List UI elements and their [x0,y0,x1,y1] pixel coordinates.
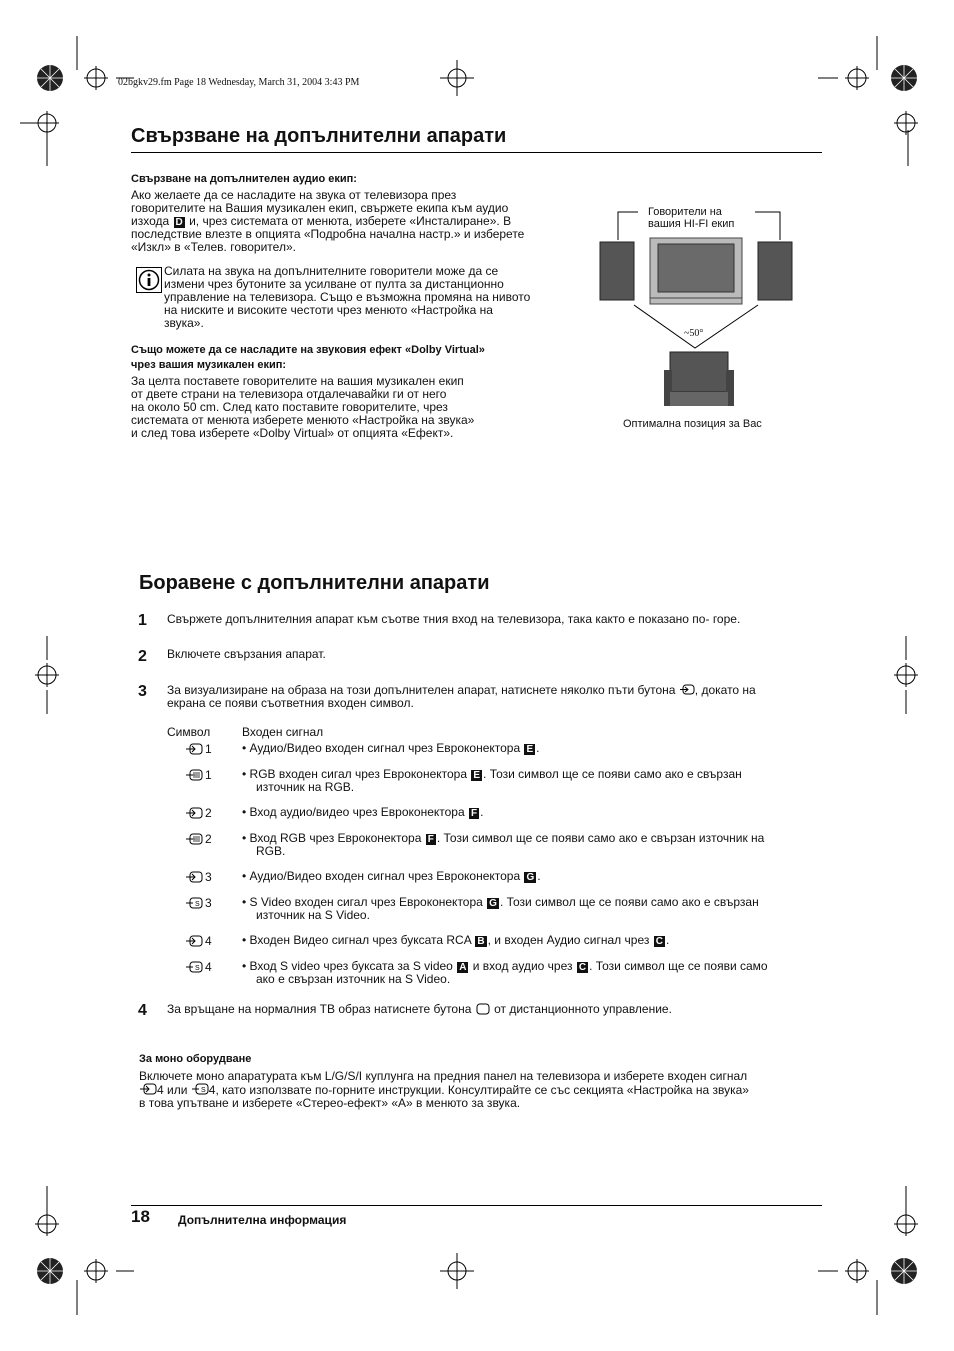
figure-caption: Оптимална позиция за Вас [623,418,762,430]
mono-paragraph: Включете моно апаратурата към L/G/S/I куплунга на предния панел на телевизора и изберете входен сигнал 4 или S 4, като използвате по-горните инструкции. Консултирайте се със секцията «Настройка на звука» в това упътване и изберете «Стерео-ефект» «А» в менюто за звука. [139,1069,749,1110]
svg-text:S: S [195,965,200,972]
symbol-row-4: 2 [185,832,212,846]
step-3-text: За визуализиране на образа на този допълнителен апарат, натиснете няколко пъти бутона , докато на екрана се появи съответния входен символ. [167,683,756,710]
connector-label: F [471,808,478,819]
connector-d-label: D [175,217,183,228]
connector-label: G [526,872,535,883]
signal-row-5: • Аудио/Видео входен сигнал чрез Евроконектора G . [242,869,541,883]
connector-label: C [578,962,587,973]
dolby-paragraph: За целта поставете говорителите на вашия музикален екип от двете страни на телевизора отдалечавайки ги от него на около 50 cm. След като поставите говорителите, чрез системата от менюта изберете менюто «Настройка на звука» и след това изберете «Dolby Virtual» от опцията «Ефект». [131,374,475,440]
right-speaker [758,242,792,300]
speaker-setup-figure [590,200,810,415]
svg-text:S: S [195,901,200,908]
step-1-text: Свържете допълнителния апарат към съотве тния вход на телевизора, така както е показано по- горе. [167,612,741,626]
signal-row-2: • RGB входен сигал чрез Евроконектора E . Този символ ще се появи само ако е свързан източник на RGB. [242,767,742,794]
av-input-icon [185,935,203,947]
step-1-number: 1 [138,612,147,629]
footer-rule [131,1205,822,1206]
connector-label: E [473,770,481,781]
page-number: 18 [131,1207,150,1226]
file-info: 02bgkv29.fm Page 18 Wednesday, March 31, 2004 3:43 PM [118,77,360,88]
signal-row-7: • Входен Видео сигнал чрез буксата RCA B , и входен Аудио сигнал чрез C . [242,933,670,947]
table-header-signal: Входен сигнал [242,725,324,739]
signal-row-6: • S Video входен сигал чрез Евроконектора G . Този символ ще се появи само ако е свързан източник на S Video. [242,895,759,922]
symbol-row-1: 1 [185,742,212,756]
connector-label: B [477,936,485,947]
connector-label: A [459,962,467,973]
step-3-number: 3 [138,683,147,700]
mono-heading: За моно оборудване [139,1053,252,1065]
section2-title: Боравене с допълнителни апарати [139,572,490,594]
svideo-input-icon [185,961,203,973]
connector-label: G [489,898,497,909]
audio-heading: Свързване на допълнителен аудио екип: [131,173,357,185]
connector-label: C [655,936,663,947]
symbol-row-7: 4 [185,934,212,948]
connector-label: E [526,744,534,755]
figure-angle: ~50° [684,328,704,339]
av-input-icon [185,807,203,819]
symbol-row-5: 3 [185,870,212,884]
svideo-input-icon [185,897,203,909]
footer-label: Допълнителна информация [178,1213,347,1227]
step-2-text: Включете свързания апарат. [167,647,326,661]
left-speaker [600,242,634,300]
armchair [670,352,728,392]
tv-button-icon [475,1003,491,1015]
svg-text:S: S [200,1087,206,1094]
step-4-number: 4 [138,1002,147,1019]
av-input-icon [185,871,203,883]
section1-rule [131,152,822,153]
symbol-row-6: S 3 [185,896,212,910]
rgb-input-icon [185,769,203,781]
symbol-row-3: 2 [185,806,212,820]
symbol-row-8: S 4 [185,960,212,974]
rgb-input-icon [185,833,203,845]
av-input-icon [139,1083,157,1095]
av-input-icon [185,743,203,755]
section1-title: Свързване на допълнителни апарати [131,125,507,147]
input-button-icon [679,684,695,695]
note-paragraph: Силата на звука на допълнителните говорители може да се измени чрез бутоните за усилване от пулта за дистанционно управление на телевизора. Също е възможна промяна на нивото на ниските и високите честоти чрез менюто «Настройка на звука». [164,264,531,330]
svideo-input-icon [191,1083,209,1095]
table-header-symbol: Символ [167,725,211,739]
step-4-text: За връщане на нормалния ТВ образ натиснете бутона от дистанционното управление. [167,1002,672,1016]
signal-row-4: • Вход RGB чрез Евроконектора F . Този символ ще се появи само ако е свързан източник на RGB. [242,831,765,858]
info-icon [136,267,162,293]
audio-paragraph: Ако желаете да се насладите на звука от телевизора през говорителите на Вашия музикален екип, свържете екипа към аудио изхода D и, чрез системата от менюта, изберете «Инсталиране». В последствие влезте в опцията «Подробна начална настр.» и изберете «Изкл» в «Телев. говорител». [131,188,525,254]
signal-row-1: • Аудио/Видео входен сигнал чрез Евроконектора E . [242,741,540,755]
signal-row-3: • Вход аудио/видео чрез Евроконектора F . [242,805,484,819]
dolby-heading: Също можете да се насладите на звуковия ефект «Dolby Virtual» чрез вашия музикален екип: [131,344,485,371]
symbol-row-2: 1 [185,768,212,782]
step-2-number: 2 [138,648,147,665]
signal-row-8: • Вход S video чрез буксата за S video A и вход аудио чрез C . Този символ ще се появи само ако е свързан източник на S Video. [242,959,768,986]
figure-label: Говорители на вашия HI-FI екип [648,206,735,230]
connector-label: F [427,834,434,845]
